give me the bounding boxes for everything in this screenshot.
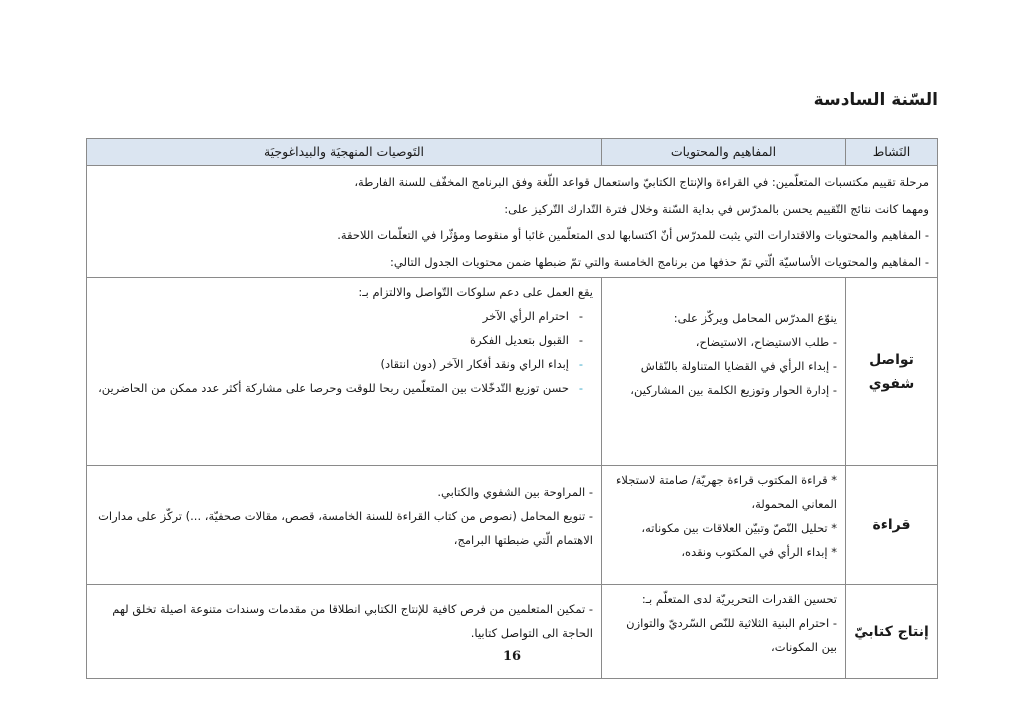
activity-cell: إنتاج كتابيّ xyxy=(846,585,938,679)
concepts-cell xyxy=(602,278,846,466)
intro-cell xyxy=(87,166,938,278)
dash-icon: - xyxy=(578,333,584,347)
concept-line: ينوّع المدرّس المحامل ويركّز على: xyxy=(673,311,837,325)
table-row-writing xyxy=(87,585,938,679)
recommendation-item xyxy=(95,304,593,328)
intro-line: - المفاهيم والمحتويات والاقتدارات التي يثبت للمدرّس أنّ اكتسابها لدى المتعلّمين غائبا أو منقوصا ومؤثّرا في التعلّمات اللاحقة. xyxy=(337,228,929,242)
concepts-cell xyxy=(602,585,846,679)
recommendations-cell xyxy=(87,585,602,679)
concept-line: - إبداء الرأي في القضايا المتناولة بالنّقاش xyxy=(640,359,837,373)
recommendations-cell xyxy=(87,278,602,466)
dash-icon: - xyxy=(578,357,584,371)
recommendation-intro: يقع العمل على دعم سلوكات التّواصل والالتزام بـ: xyxy=(358,285,593,299)
intro-line: - المفاهيم والمحتويات الأساسيّة الّتي تمّ حذفها من برنامج الخامسة والتي تمّ ضبطها ضمن محتويات الجدول التالي: xyxy=(390,254,929,269)
recommendation-text: حسن توزيع التّدخّلات بين المتعلّمين ربحا للوقت وحرصا على مشاركة أكثر عدد ممكن من الحاضرين، xyxy=(98,381,569,395)
recommendation-item xyxy=(95,376,593,400)
concept-line: - احترام البنية الثلاثية للنّص السّرديّ والتوازن بين المكونات، xyxy=(626,616,837,654)
header-concepts: المفاهيم والمحتويات xyxy=(602,139,846,166)
concept-line: تحسين القدرات التحريريّة لدى المتعلّم بـ: xyxy=(641,592,837,606)
recommendation-line: - تمكين المتعلمين من فرص كافية للإنتاج الكتابي انطلاقا من مقدمات وسندات متنوعة اصيلة تخلق لهم الحاجة الى التواصل كتابيا. xyxy=(112,602,593,640)
page-number: 16 xyxy=(502,649,522,664)
concept-line: * تحليل النّصّ وتبيّن العلاقات بين مكوناته، xyxy=(641,521,837,535)
table-row-intro xyxy=(87,166,938,278)
intro-line: ومهما كانت نتائج التّقييم يحسن بالمدرّس في بداية السّنة وخلال فترة التّدارك التّركيز على: xyxy=(504,201,929,216)
activity-cell: قراءة xyxy=(846,466,938,585)
table-row-reading xyxy=(87,466,938,585)
recommendations-cell xyxy=(87,466,602,585)
recommendation-line: - المراوحة بين الشفوي والكتابي. xyxy=(437,485,593,499)
recommendation-line: - تنويع المحامل (نصوص من كتاب القراءة للسنة الخامسة، قصص، مقالات صحفيّة، ...) تركّز على مدارات الاهتمام الّتي ضبطتها البرامج، xyxy=(98,509,593,547)
table-row-oral-communication xyxy=(87,278,938,466)
concept-line: - إدارة الحوار وتوزيع الكلمة بين المشاركين، xyxy=(630,383,837,397)
concepts-cell xyxy=(602,466,846,585)
dash-icon: - xyxy=(578,381,584,395)
header-recommendations: التَوصيات المنهجيَة والبيداغوجيَة xyxy=(87,139,602,166)
dash-icon: - xyxy=(578,309,584,323)
section-title: السّنة السادسة xyxy=(813,90,938,110)
recommendation-text: احترام الرأي الآخر xyxy=(482,309,569,323)
concept-line: - طلب الاستيضاح، الاستيضاح، xyxy=(695,335,837,349)
recommendation-text: إبداء الراي ونقد أفكار الآخر (دون انتقاد) xyxy=(380,357,569,371)
concept-line: * إبداء الرأي في المكتوب ونقده، xyxy=(681,545,837,559)
recommendation-text: القبول بتعديل الفكرة xyxy=(470,333,569,347)
header-activity: النَشاط xyxy=(846,139,938,166)
concept-line: * قراءة المكتوب قراءة جهريّة/ صامتة لاستجلاء المعاني المحمولة، xyxy=(616,473,837,511)
table-header-row xyxy=(87,139,938,166)
curriculum-table xyxy=(86,138,938,679)
recommendation-item xyxy=(95,352,593,376)
recommendation-item xyxy=(95,328,593,352)
intro-line: مرحلة تقييم مكتسبات المتعلّمين: في القراءة والإنتاج الكتابيّ واستعمال قواعد اللّغة وفق البرنامج المخفّف للسنة الفارطة، xyxy=(354,175,929,189)
activity-cell: تواصل شفوي xyxy=(846,278,938,466)
